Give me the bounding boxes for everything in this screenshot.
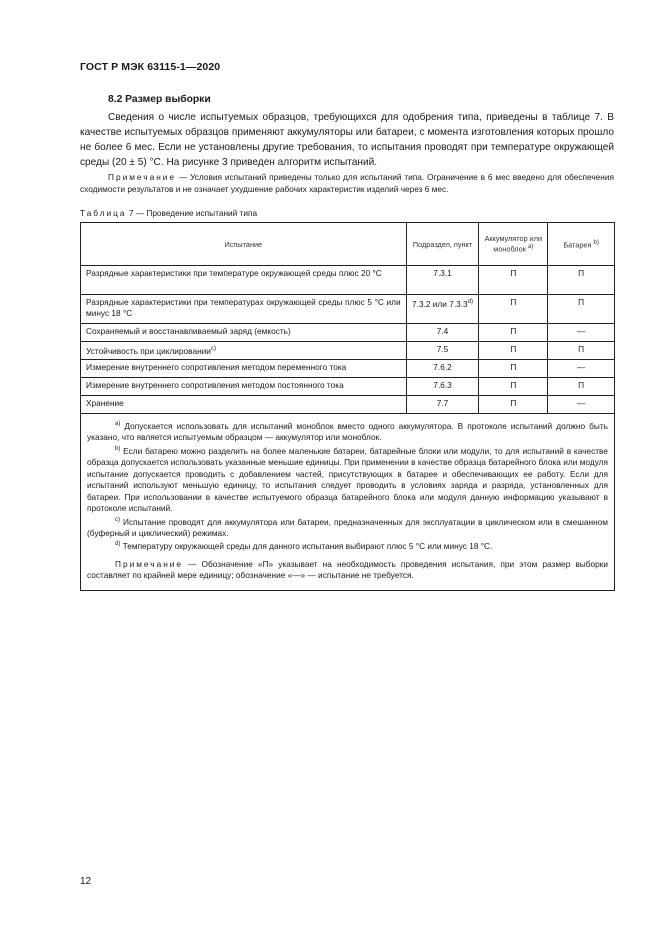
cell-accumulator: П xyxy=(479,266,548,295)
table-row xyxy=(81,378,615,396)
cell-battery: П xyxy=(548,378,615,396)
footnote-d xyxy=(87,539,608,552)
test-table xyxy=(80,222,615,591)
cell-clause: 7.6.2 xyxy=(406,360,479,378)
cell-clause xyxy=(406,295,479,324)
footnote-mark: а) xyxy=(115,421,121,427)
cell-clause-text: 7.3.2 или 7.3.3 xyxy=(412,298,468,309)
cell-test-text: Устойчивость при циклировании xyxy=(86,345,211,356)
body-paragraph: Сведения о числе испытуемых образцов, требующихся для одобрения типа, приведены в таблице 7. В качестве испытуемых образцов применяют аккумуляторы или батареи, с момента изготовления которых прошло не более 6 мес. Если не установлены другие требования, то испытания проводят при температуре окружающей среды (20 ± 5) °С. На рисунке 3 приведен алгоритм испытаний. xyxy=(80,112,614,168)
table-caption-label: Таблица xyxy=(80,208,127,218)
table-footnotes-row xyxy=(81,414,615,591)
note-label: Примечание xyxy=(108,172,177,182)
table-row xyxy=(81,324,615,342)
footnote-text: Если батарею можно разделить на более маленькие батареи, батарейные блоки или модули, то для испытаний в качестве образца допускается использовать указанные меньшие единицы. При применении в качестве образца батарейного блока или модуля испытание допускается проводить с добавлением частей, присутствующих в батарее и обеспечивающих ее работу. Если для испытаний используют меньшую единицу, то испытания следует проводить в условиях заряда и разряда, установленных для батареи. При использовании в качестве испытуемого образца батарейного блока или модуля данную информацию указывают в протоколе испытаний. xyxy=(87,445,608,514)
table-header-row xyxy=(81,223,615,266)
cell-battery: — xyxy=(548,396,615,414)
cell-clause: 7.7 xyxy=(406,396,479,414)
page-number: 12 xyxy=(80,876,92,887)
table-note-text: — Обозначение «П» указывает на необходимость проведения испытания, при этом размер выборки составляет по крайней мере единицу; обозначение «—» — испытание не требуется. xyxy=(87,558,608,581)
cell-test: Разрядные характеристики при температурах окружающей среды плюс 5 °С или минус 18 °С xyxy=(81,295,407,324)
header-test: Испытание xyxy=(81,223,407,266)
cell-clause: 7.4 xyxy=(406,324,479,342)
cell-accumulator: П xyxy=(479,295,548,324)
cell-accumulator: П xyxy=(479,324,548,342)
footnote-mark: с) xyxy=(115,516,120,523)
header-clause: Подраздел, пункт xyxy=(406,223,479,266)
note-text: — Условия испытаний приведены только для испытаний типа. Ограничение в 6 мес введено для обеспечения сходимости результатов и не означает ухудшение рабочих характеристик изделий через 6 мес. xyxy=(80,172,614,194)
footnote-c xyxy=(87,515,608,540)
cell-battery: — xyxy=(548,324,615,342)
footnote-b xyxy=(87,444,608,515)
footnote-mark: d) xyxy=(115,541,121,548)
cell-clause-mark: d) xyxy=(467,299,474,305)
cell-test: Разрядные характеристики при температуре окружающей среды плюс 20 °С xyxy=(81,266,407,295)
table-row xyxy=(81,266,615,295)
header-battery-label: Батарея xyxy=(563,240,592,250)
header-battery xyxy=(548,223,615,266)
cell-clause: 7.3.1 xyxy=(406,266,479,295)
table-note xyxy=(87,559,608,582)
footnote-text: Испытание проводят для аккумулятора или батареи, предназначенных для эксплуатации в циклическом или в смешанном (буферный и циклический) режимах. xyxy=(87,516,608,538)
cell-clause: 7.6.3 xyxy=(406,378,479,396)
footnote-text: Допускается использовать для испытаний моноблок вместо одного аккумулятора. В протоколе испытаний должно быть указано, что является испытуемым образцом — аккумулятор или моноблок. xyxy=(87,420,608,443)
cell-battery: П xyxy=(548,266,615,295)
cell-accumulator: П xyxy=(479,378,548,396)
cell-test-mark: с) xyxy=(210,346,216,352)
cell-clause: 7.5 xyxy=(406,342,479,360)
cell-battery: П xyxy=(548,295,615,324)
cell-test: Измерение внутреннего сопротивления методом постоянного тока xyxy=(81,378,407,396)
footnote-a xyxy=(87,419,608,444)
document-header: ГОСТ Р МЭК 63115-1—2020 xyxy=(80,61,221,73)
cell-accumulator: П xyxy=(479,342,548,360)
cell-battery: — xyxy=(548,360,615,378)
footnote-text: Температуру окружающей среды для данного испытания выбирают плюс 5 °С или минус 18 °С. xyxy=(120,541,493,552)
header-battery-mark: b) xyxy=(593,238,599,246)
body-note xyxy=(80,171,614,195)
section-title: 8.2 Размер выборки xyxy=(108,94,211,105)
table-caption-text: 7 — Проведение испытаний типа xyxy=(126,208,258,218)
cell-accumulator: П xyxy=(479,396,548,414)
cell-test: Хранение xyxy=(81,396,407,414)
header-accumulator xyxy=(479,223,548,266)
footnote-mark: b) xyxy=(115,445,121,452)
table-footnotes xyxy=(81,414,615,591)
cell-test: Измерение внутреннего сопротивления методом переменного тока xyxy=(81,360,407,378)
header-accumulator-label: Аккумулятор или моноблок xyxy=(484,234,543,254)
cell-accumulator: П xyxy=(479,360,548,378)
table-row xyxy=(81,360,615,378)
cell-battery: П xyxy=(548,342,615,360)
cell-test: Сохраняемый и восстанавливаемый заряд (емкость) xyxy=(81,324,407,342)
table-row xyxy=(81,295,615,324)
header-accumulator-mark: а) xyxy=(527,243,534,251)
table-caption xyxy=(80,208,257,218)
table-row xyxy=(81,396,615,414)
table-row xyxy=(81,342,615,360)
table-note-label: Примечание xyxy=(115,558,184,569)
cell-test xyxy=(81,342,407,360)
